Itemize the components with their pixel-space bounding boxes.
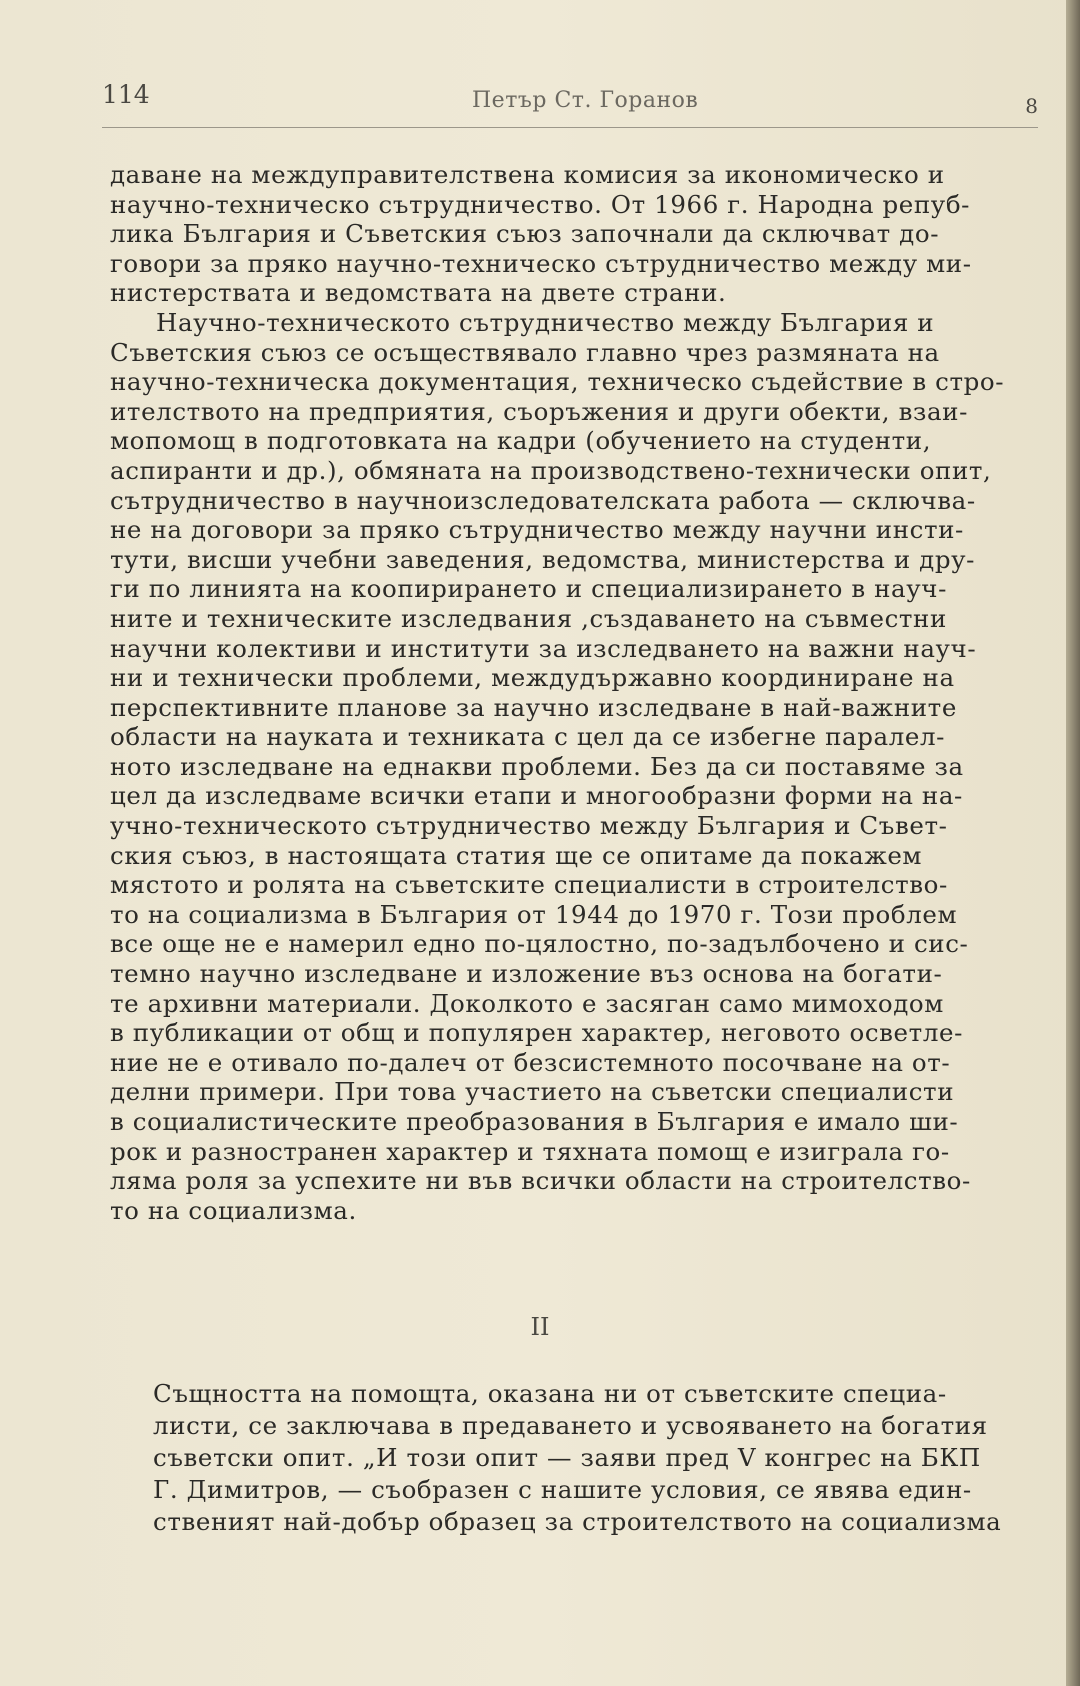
body-text (110, 160, 1028, 1225)
text-line: все още не е намерил едно по-цялостно, по-задълбочено и сис- (110, 929, 969, 959)
text-line: Съветския съюз се осъществявало главно чрез размяната на (110, 337, 940, 367)
text-line: аспиранти и др.), обмяната на производствено-технически опит, (110, 455, 992, 485)
text-line: в социалистическите преобразования в България е имало ши- (110, 1107, 959, 1136)
text-line: нистерствата и ведомствата на двете страни. (110, 278, 727, 308)
text-line: делни примери. При това участието на съветски специалисти (110, 1077, 955, 1107)
header-rule (102, 127, 1038, 128)
text-line: научни колективи и институти за изследването на важни науч- (110, 633, 977, 663)
text-line: области на науката и техниката с цел да се избегне паралел- (110, 722, 946, 752)
paragraph-1 (110, 160, 1028, 308)
text-line: тути, висши учебни заведения, ведомства, министерства и дру- (110, 544, 975, 574)
text-line: Научно-техническото сътрудничество между България и (156, 307, 935, 337)
text-line: научно-техническо сътрудничество. От 1966 г. Народна репуб- (110, 189, 971, 219)
text-line: листи, се заключава в предаването и усвояването на богатия (153, 1411, 988, 1440)
text-line: то на социализма. (110, 1195, 357, 1225)
text-line: ителството на предприятия, съоръжения и други обекти, взаи- (110, 396, 968, 426)
text-line: ното изследване на еднакви проблеми. Без да си поставяме за (110, 751, 964, 781)
text-line: темно научно изследване и изложение въз основа на богати- (110, 959, 943, 989)
text-line: рок и разностранен характер и тяхната помощ е изиграла го- (110, 1136, 950, 1166)
page-header (102, 80, 1038, 130)
text-line: учно-техническото сътрудничество между България и Съвет- (110, 811, 948, 841)
text-line: ския съюз, в настоящата статия ще се опитаме да покажем (110, 840, 923, 870)
text-line: научно-техническа документация, техническо съдействие в стро- (110, 367, 1005, 397)
page-spine-shadow (1066, 0, 1080, 1686)
text-line: те архивни материали. Доколкото е засяган само мимоходом (110, 988, 944, 1018)
text-line: ние не е отивало по-далеч от безсистемното посочване на от- (110, 1047, 951, 1077)
running-head: Петър Ст. Горанов (472, 88, 699, 113)
section-heading: II (530, 1313, 550, 1341)
text-line: перспективните планове за научно изследване в най-важните (110, 692, 957, 722)
text-line: цел да изследваме всички етапи и многообразни форми на на- (110, 781, 963, 811)
paragraph-3 (153, 1378, 1028, 1538)
text-line: Г. Димитров, — съобразен с нашите условия, се явява един- (153, 1475, 972, 1504)
text-line: ляма роля за успехите ни във всички области на строителство- (110, 1166, 971, 1196)
text-line: говори за пряко научно-техническо сътрудничество между ми- (110, 248, 972, 278)
text-line: ги по линията на коопирирането и специализирането в науч- (110, 574, 947, 604)
text-line: Същността на помощта, оказана ни от съветските специа- (153, 1379, 947, 1408)
page-number: 114 (102, 80, 150, 109)
signature-mark: 8 (1025, 94, 1038, 118)
paragraph-2 (110, 308, 1028, 1225)
text-line: мопомощ в подготовката на кадри (обучението на студенти, (110, 426, 932, 456)
text-line: ните и техническите изследвания ,създаването на съвместни (110, 603, 947, 633)
text-line: мястото и ролята на съветските специалисти в строителство- (110, 870, 948, 900)
text-line: даване на междуправителствена комисия за икономическо и (110, 160, 945, 189)
text-line: в публикации от общ и популярен характер, неговото осветле- (110, 1018, 963, 1048)
text-line: лика България и Съветския съюз започнали да сключват до- (110, 219, 940, 249)
text-line: то на социализма в България от 1944 до 1970 г. Този проблем (110, 899, 958, 929)
text-line: ни и технически проблеми, междудържавно координиране на (110, 663, 955, 693)
text-line: не на договори за пряко сътрудничество между научни инсти- (110, 515, 964, 545)
text-line: сътрудничество в научноизследователската работа — сключва- (110, 485, 976, 515)
text-line: ственият най-добър образец за строителството на социализма (153, 1507, 1002, 1536)
text-line: съветски опит. „И този опит — заяви пред V конгрес на БКП (153, 1443, 981, 1472)
